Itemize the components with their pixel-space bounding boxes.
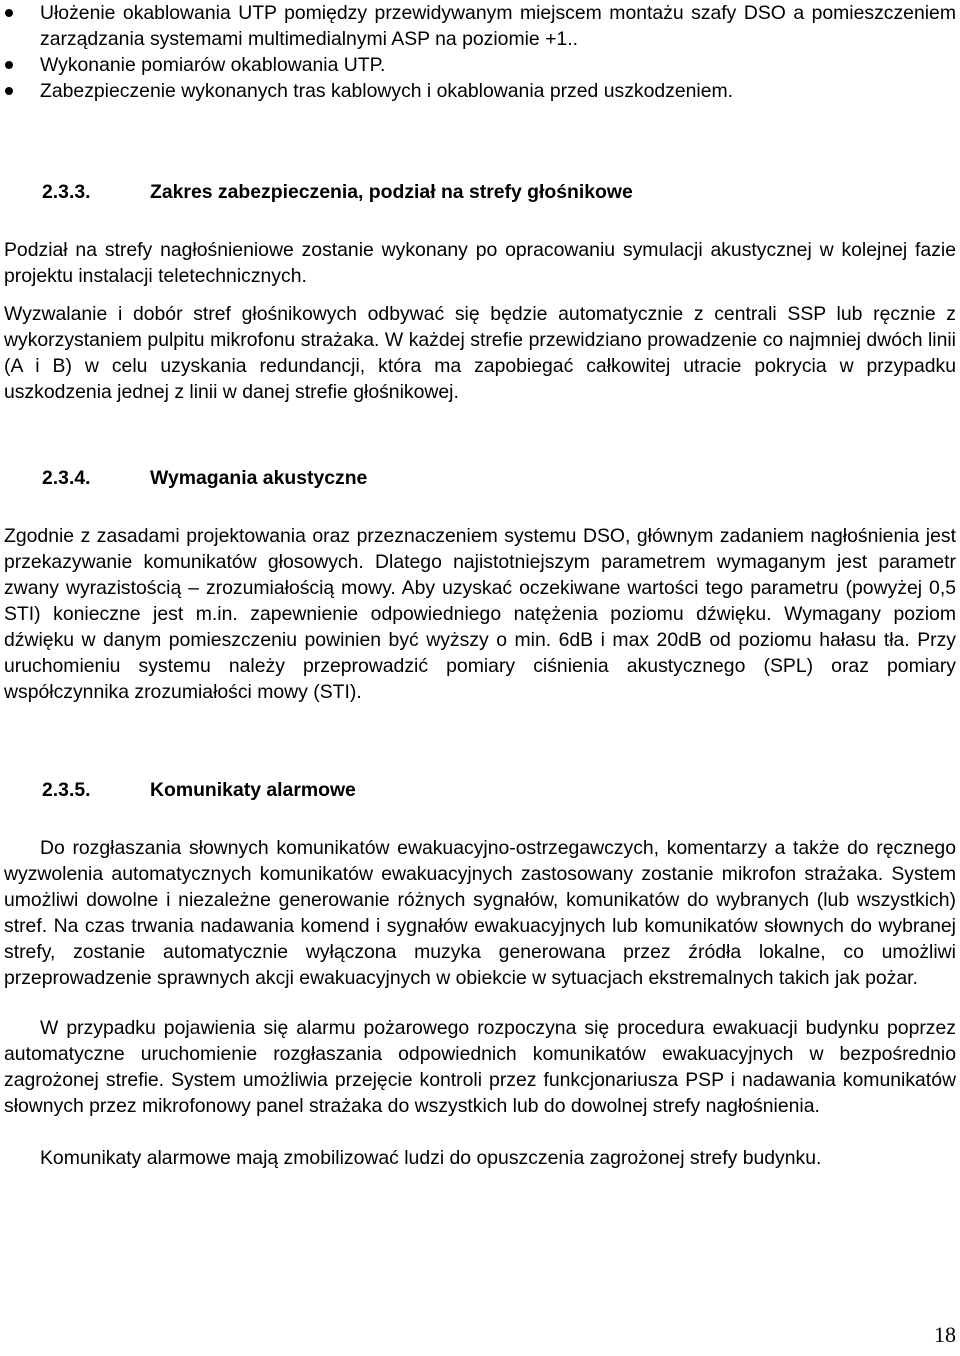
section-title: Zakres zabezpieczenia, podział na strefy głośnikowe: [150, 181, 633, 203]
section-heading: [42, 467, 367, 490]
bullet-item: Zabezpieczenie wykonanych tras kablowych i okablowania przed uszkodzeniem.: [4, 78, 956, 104]
section-title: Komunikaty alarmowe: [150, 779, 356, 801]
section-number: 2.3.4.: [42, 467, 91, 489]
paragraph: Podział na strefy nagłośnieniowe zostanie wykonany po opracowaniu symulacji akustycznej w kolejnej fazie projektu instalacji teletechnicznych.: [4, 239, 956, 287]
paragraph: Do rozgłaszania słownych komunikatów ewakuacyjno-ostrzegawczych, komentarzy a także do ręcznego wyzwolenia automatycznych komunikatów ewakuacyjnych zastosowany zostanie mikrofon strażaka. System umożliwi dowolne i niezależne generowanie różnych sygnałów, komunikatów do wybranych (lub wszystkich) stref. Na czas trwania nadawania komend i sygnałów ewakuacyjnych lub komunikatów słownych do wybranej strefy, zostanie automatycznie wyłączona muzyka generowana przez źródła lokalne, co umożliwi przeprowadzenie sprawnych akcji ewakuacyjnych w obiekcie w sytuacjach ekstremalnych takich jak pożar.: [4, 837, 956, 989]
paragraph: Komunikaty alarmowe mają zmobilizować ludzi do opuszczenia zagrożonej strefy budynku.: [40, 1147, 822, 1169]
bullet-item: Wykonanie pomiarów okablowania UTP.: [4, 52, 956, 78]
paragraph: W przypadku pojawienia się alarmu pożarowego rozpoczyna się procedura ewakuacji budynku poprzez automatyczne uruchomienie rozgłaszania odpowiednich komunikatów ewakuacyjnych w bezpośrednio zagrożonej strefie. System umożliwia przejęcie kontroli przez funkcjonariusza PSP i nadawania komunikatów słownych przez mikrofonowy panel strażaka do wszystkich lub do dowolnej strefy nagłośnienia.: [4, 1017, 956, 1117]
section-heading: [42, 779, 356, 802]
section-number: 2.3.5.: [42, 779, 91, 801]
section-heading: [42, 181, 633, 204]
section-title: Wymagania akustyczne: [150, 467, 368, 489]
bullet-list: [4, 0, 956, 104]
paragraph: Zgodnie z zasadami projektowania oraz przeznaczeniem systemu DSO, głównym zadaniem nagłośnienia jest przekazywanie komunikatów głosowych. Dlatego najistotniejszym parametrem wymaganym jest parametr zwany wyrazistością – zrozumiałością mowy. Aby uzyskać oczekiwane wartości tego parametru (powyżej 0,5 STI) konieczne jest m.in. zapewnienie odpowiedniego natężenia poziomu dźwięku. Wymagany poziom dźwięku w danym pomieszczeniu powinien być wyższy o min. 6dB i max 20dB od poziomu hałasu tła. Przy uruchomieniu systemu należy przeprowadzić pomiary ciśnienia akustycznego (SPL) oraz pomiary współczynnika zrozumiałości mowy (STI).: [4, 525, 956, 703]
paragraph: Wyzwalanie i dobór stref głośnikowych odbywać się będzie automatycznie z centrali SSP lub ręcznie z wykorzystaniem pulpitu mikrofonu strażaka. W każdej strefie przewidziano prowadzenie co najmniej dwóch linii (A i B) w celu uzyskania redundancji, która ma zapobiegać całkowitej utracie pokrycia w przypadku uszkodzenia jednej z linii w danej strefie głośnikowej.: [4, 303, 956, 403]
page-number: 18: [934, 1322, 956, 1347]
bullet-item: Ułożenie okablowania UTP pomiędzy przewidywanym miejscem montażu szafy DSO a pomieszczeniem zarządzania systemami multimedialnymi ASP na poziomie +1..: [4, 0, 956, 52]
section-number: 2.3.3.: [42, 181, 91, 203]
